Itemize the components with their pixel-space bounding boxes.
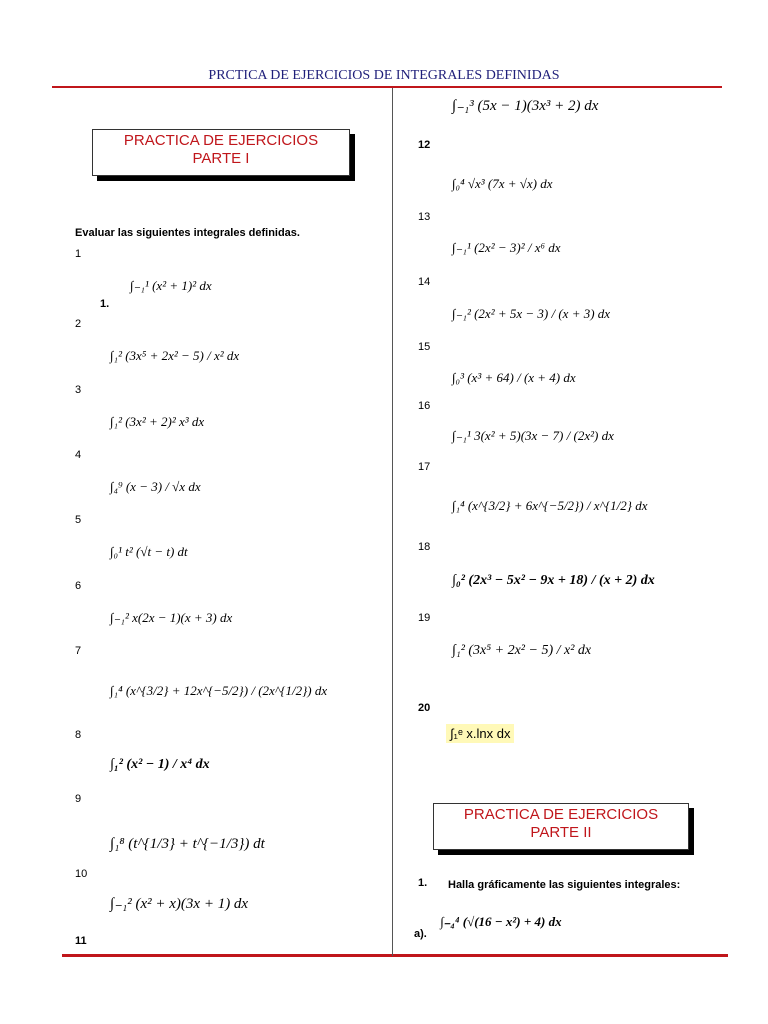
integral-expression: ∫₋₄⁴ (√(16 − x²) + 4) dx xyxy=(440,914,562,929)
top-rule xyxy=(52,86,722,88)
integral-expression: ∫₁² (x² − 1) / x⁴ dx xyxy=(110,757,210,772)
integral-expression xyxy=(446,726,514,742)
exercise-number: 15 xyxy=(418,341,431,353)
bottom-rule xyxy=(62,954,728,957)
integral-expression: ∫₋₁² (2x² + 5x − 3) / (x + 3) dx xyxy=(452,306,611,321)
exercise-number: 17 xyxy=(418,461,431,473)
exercise-number: 16 xyxy=(418,400,431,412)
exercise-number: 3 xyxy=(75,384,82,396)
exercise-number: 20 xyxy=(418,702,431,714)
exercise-number: 13 xyxy=(418,211,431,223)
page-title: PRCTICA DE EJERCICIOS DE INTEGRALES DEFINIDAS xyxy=(208,68,560,83)
integral-expression: ∫₀⁴ √x³ (7x + √x) dx xyxy=(452,176,553,191)
exercise-number: 4 xyxy=(75,449,82,461)
exercise-number: 9 xyxy=(75,793,82,805)
part1-heading-line2: PARTE I xyxy=(192,150,250,167)
integral-expression: ∫₁⁸ (t^{1/3} + t^{−1/3}) dt xyxy=(110,836,265,852)
instruction-text: Evaluar las siguientes integrales definidas. xyxy=(75,227,300,239)
integral-expression: ∫₋₁² (x² + x)(3x + 1) dx xyxy=(110,896,249,912)
part2-heading-box xyxy=(433,803,689,850)
integral-expression: ∫₀³ (x³ + 64) / (x + 4) dx xyxy=(452,370,576,385)
integral-expression: ∫₋₁¹ (x² + 1)² dx xyxy=(130,278,212,293)
exercise-number: 18 xyxy=(418,541,431,553)
exercise-number: 1 xyxy=(75,248,82,260)
part1-heading-box xyxy=(92,129,350,176)
exercise-number: 11 xyxy=(75,935,87,947)
integral-expression: ∫₁² (3x⁵ + 2x² − 5) / x² dx xyxy=(110,348,240,363)
part2-heading-line1: PRACTICA DE EJERCICIOS xyxy=(463,806,659,823)
highlighted-integral: ∫₁ᵉ x.lnx dx xyxy=(446,724,514,743)
question-text: Halla gráficamente las siguientes integrales: xyxy=(448,879,681,891)
exercise-number: 8 xyxy=(75,729,82,741)
integral-expression: ∫₋₁¹ 3(x² + 5)(3x − 7) / (2x²) dx xyxy=(452,428,614,443)
part1-heading-line1: PRACTICA DE EJERCICIOS xyxy=(123,132,319,149)
part2-heading-line2: PARTE II xyxy=(530,824,592,841)
integral-expression: ∫₋₁² x(2x − 1)(x + 3) dx xyxy=(110,610,233,625)
question-number: 1. xyxy=(418,877,428,889)
integral-expression: ∫₋₁¹ (2x² − 3)² / x⁶ dx xyxy=(452,240,561,255)
integral-expression: ∫₁² (3x² + 2)² x³ dx xyxy=(110,414,205,429)
integral-expression: ∫₀² (2x³ − 5x² − 9x + 18) / (x + 2) dx xyxy=(452,573,655,588)
integral-expression: ∫₁² (3x⁵ + 2x² − 5) / x² dx xyxy=(452,643,592,658)
column-divider xyxy=(392,88,393,956)
item-label: a). xyxy=(414,928,427,940)
exercise-number: 12 xyxy=(418,139,431,151)
exercise-number: 5 xyxy=(75,514,82,526)
exercise-number: 10 xyxy=(75,868,88,880)
exercise-number: 7 xyxy=(75,645,82,657)
integral-expression: ∫₁⁴ (x^{3/2} + 6x^{−5/2}) / x^{1/2} dx xyxy=(452,498,648,513)
integral-expression: ∫₄⁹ (x − 3) / √x dx xyxy=(110,479,201,494)
exercise-number: 2 xyxy=(75,318,82,330)
exercise-marker: 1. xyxy=(100,298,110,310)
integral-expression: ∫₁⁴ (x^{3/2} + 12x^{−5/2}) / (2x^{1/2}) dx xyxy=(110,683,328,698)
exercise-number: 14 xyxy=(418,276,431,288)
integral-expression: ∫₋₁³ (5x − 1)(3x³ + 2) dx xyxy=(452,98,599,114)
exercise-number: 6 xyxy=(75,580,82,592)
integral-expression: ∫₀¹ t² (√t − t) dt xyxy=(110,544,188,559)
exercise-number: 19 xyxy=(418,612,431,624)
